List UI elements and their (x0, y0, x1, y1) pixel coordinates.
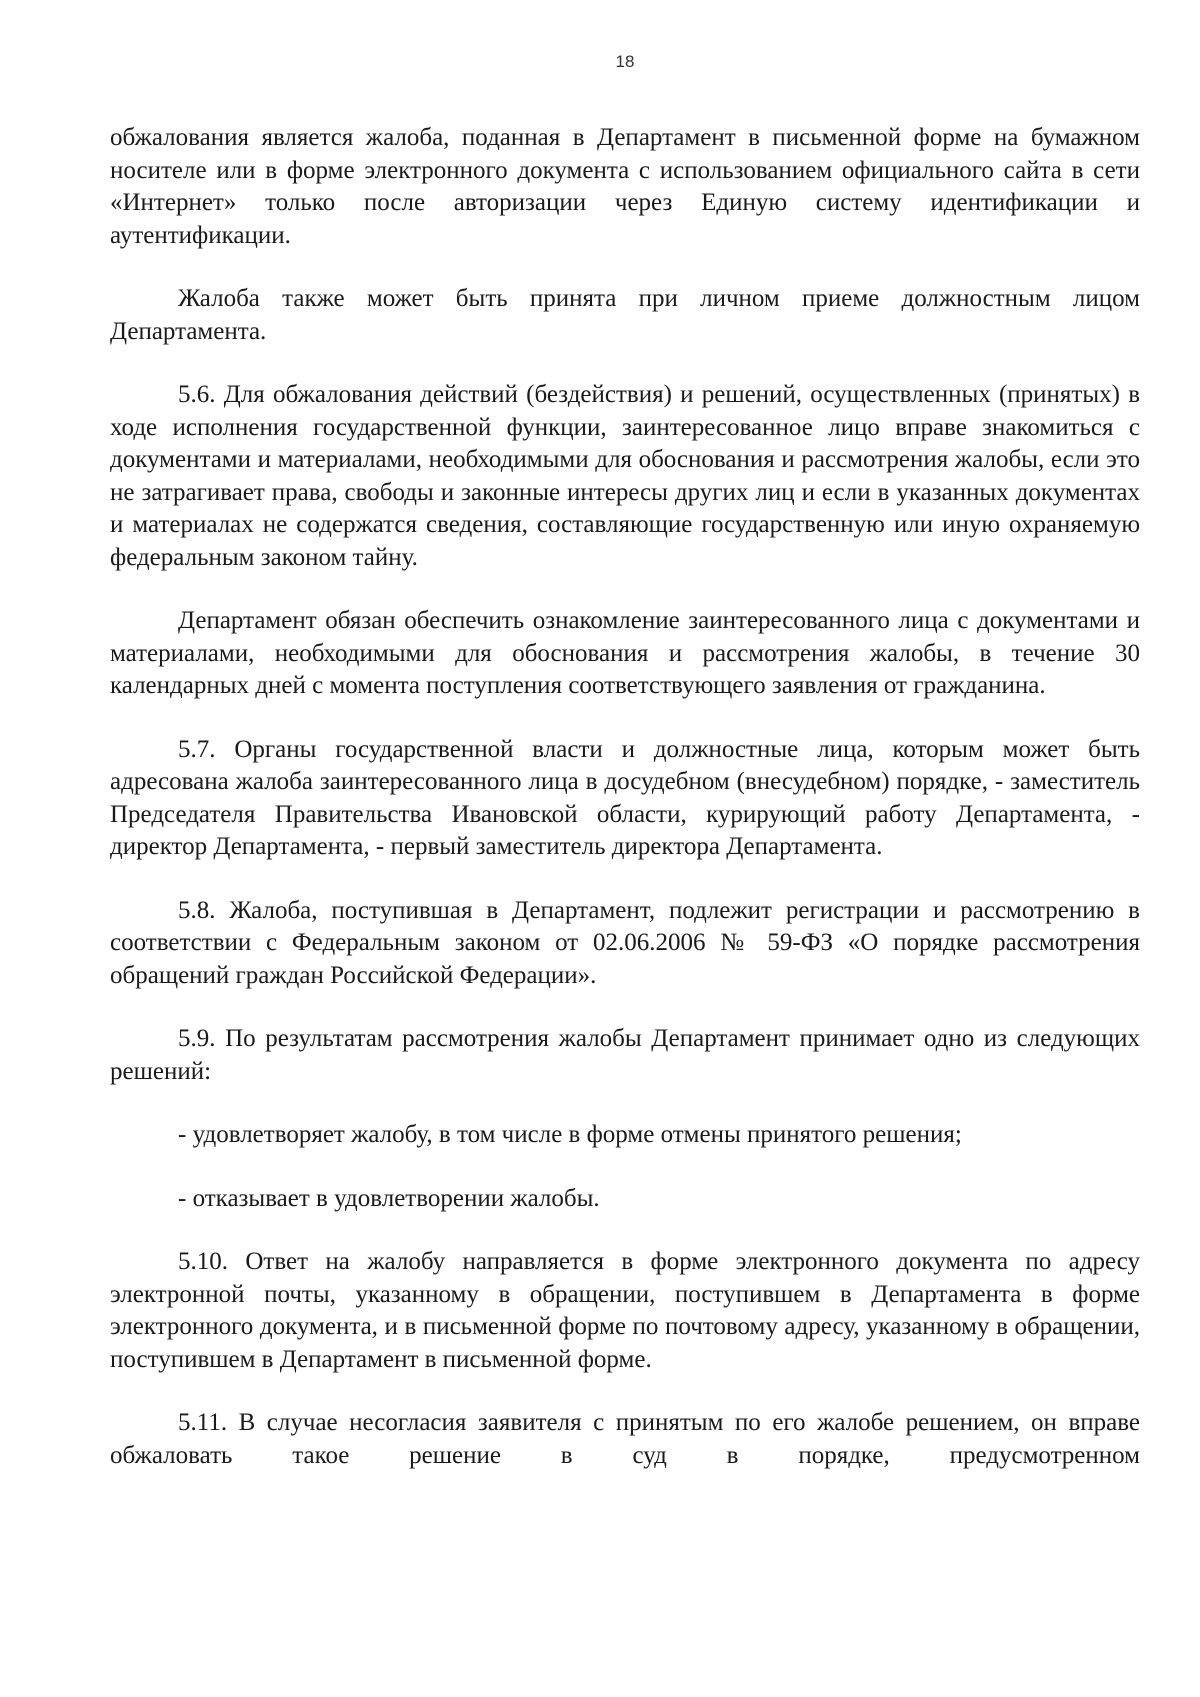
paragraph-continuation: обжалования является жалоба, поданная в Департамент в письменной форме на бумажном носителе или в форме электронного документа с использованием официального сайта в сети «Интернет» только после авторизации через Единую систему идентификации и аутентификации. (110, 124, 1140, 249)
paragraph-5-8: 5.8. Жалоба, поступившая в Департамент, подлежит регистрации и рассмотрению в соответствии с Федеральным законом от 02.06.2006 № 59-ФЗ «О порядке рассмотрения обращений граждан Российской Федерации». (110, 896, 1140, 989)
paragraph-5-11: 5.11. В случае несогласия заявителя с принятым по его жалобе решением, он вправе обжаловать такое решение в суд в порядке, предусмотренном (110, 1409, 1140, 1469)
paragraph-personal-reception: Жалоба также может быть принята при личном приеме должностным лицом Департамента. (110, 285, 1140, 345)
paragraph-5-6-obligation: Департамент обязан обеспечить ознакомление заинтересованного лица с документами и материалами, необходимыми для обоснования и рассмотрения жалобы, в течение 30 календарных дней с момента поступления соответствующего заявления от гражданина. (110, 607, 1140, 699)
paragraph-5-10: 5.10. Ответ на жалобу направляется в форме электронного документа по адресу электронной почты, указанному в обращении, поступившем в Департамента в форме электронного документа, и в письменной форме по почтовому адресу, указанному в обращении, поступившем в Департамент в письменной форме. (110, 1248, 1140, 1373)
document-body (110, 122, 1140, 1472)
paragraph-5-7: 5.7. Органы государственной власти и должностные лица, которым может быть адресована жалоба заинтересованного лица в досудебном (внесудебном) порядке, - заместитель Председателя Правительства Ивановской области, курирующий работу Департамента, - директор Департамента, - первый заместитель директора Департамента. (110, 735, 1140, 860)
page-number: 18 (615, 52, 635, 71)
paragraph-5-6: 5.6. Для обжалования действий (бездействия) и решений, осуществленных (принятых) в ходе исполнения государственной функции, заинтересованное лицо вправе знакомиться с документами и материалами, необходимыми для обоснования и рассмотрения жалобы, если это не затрагивает права, свободы и законные интересы других лиц и если в указанных документах и материалах не содержатся сведения, составляющие государственную или иную охраняемую федеральным законом тайну. (110, 381, 1140, 571)
paragraph-5-9: 5.9. По результатам рассмотрения жалобы Департамент принимает одно из следующих решений: (110, 1025, 1140, 1085)
list-item-satisfy: - удовлетворяет жалобу, в том числе в форме отмены принятого решения; (178, 1121, 962, 1148)
list-item-refuse: - отказывает в удовлетворении жалобы. (178, 1184, 600, 1212)
